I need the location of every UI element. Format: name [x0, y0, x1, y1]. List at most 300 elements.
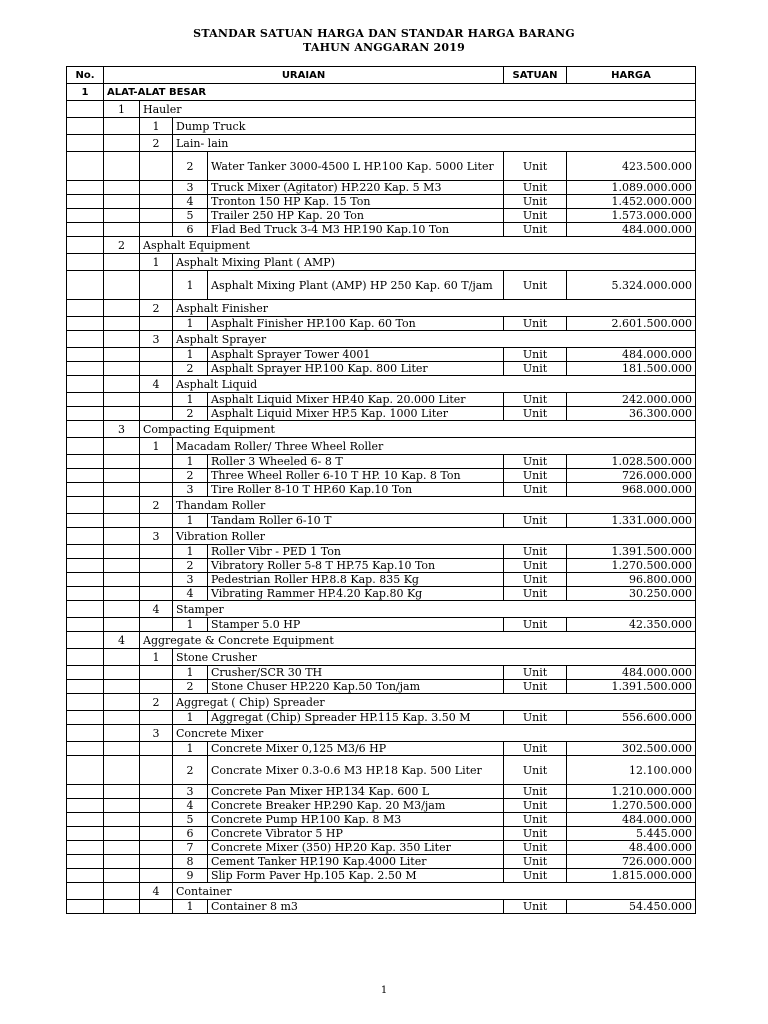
subgroup-no: 2	[140, 300, 173, 317]
blank-cell	[104, 841, 140, 855]
subgroup-name: Asphalt Liquid	[173, 376, 696, 393]
blank-cell	[67, 223, 104, 237]
blank-cell	[140, 469, 173, 483]
item-no: 1	[173, 455, 208, 469]
item-name: Concrete Mixer (350) HP.20 Kap. 350 Liter	[208, 841, 504, 855]
item-unit: Unit	[504, 181, 567, 195]
item-no: 1	[173, 545, 208, 559]
item-no: 1	[173, 393, 208, 407]
subgroup-no: 4	[140, 883, 173, 900]
item-price: 1.270.500.000	[567, 799, 696, 813]
blank-cell	[140, 271, 173, 300]
item-no: 3	[173, 483, 208, 497]
item-unit: Unit	[504, 742, 567, 756]
group-no: 3	[104, 421, 140, 438]
item-row	[67, 469, 696, 483]
item-unit: Unit	[504, 223, 567, 237]
blank-cell	[104, 573, 140, 587]
blank-cell	[67, 181, 104, 195]
blank-cell	[104, 649, 140, 666]
price-table	[66, 66, 696, 914]
blank-cell	[67, 883, 104, 900]
group-row	[67, 237, 696, 254]
blank-cell	[104, 587, 140, 601]
item-unit: Unit	[504, 680, 567, 694]
blank-cell	[67, 393, 104, 407]
category-no: 1	[67, 84, 104, 101]
blank-cell	[67, 152, 104, 181]
blank-cell	[67, 376, 104, 393]
item-unit: Unit	[504, 348, 567, 362]
blank-cell	[140, 209, 173, 223]
item-price: 42.350.000	[567, 618, 696, 632]
subgroup-no: 2	[140, 694, 173, 711]
blank-cell	[104, 785, 140, 799]
blank-cell	[140, 573, 173, 587]
blank-cell	[67, 900, 104, 914]
item-no: 3	[173, 181, 208, 195]
group-no: 2	[104, 237, 140, 254]
item-no: 1	[173, 271, 208, 300]
item-price: 484.000.000	[567, 223, 696, 237]
blank-cell	[104, 195, 140, 209]
item-row	[67, 785, 696, 799]
subgroup-name: Asphalt Sprayer	[173, 331, 696, 348]
blank-cell	[104, 666, 140, 680]
blank-cell	[67, 841, 104, 855]
subgroup-name: Asphalt Mixing Plant ( AMP)	[173, 254, 696, 271]
blank-cell	[140, 181, 173, 195]
item-price: 556.600.000	[567, 711, 696, 725]
item-price: 1.815.000.000	[567, 869, 696, 883]
blank-cell	[67, 666, 104, 680]
item-unit: Unit	[504, 483, 567, 497]
blank-cell	[67, 813, 104, 827]
item-price: 5.445.000	[567, 827, 696, 841]
blank-cell	[67, 601, 104, 618]
item-name: Water Tanker 3000-4500 L HP.100 Kap. 5000 Liter	[208, 152, 504, 181]
item-price: 1.573.000.000	[567, 209, 696, 223]
blank-cell	[140, 799, 173, 813]
item-no: 2	[173, 362, 208, 376]
item-row	[67, 869, 696, 883]
blank-cell	[140, 785, 173, 799]
item-row	[67, 813, 696, 827]
subgroup-name: Container	[173, 883, 696, 900]
item-unit: Unit	[504, 785, 567, 799]
blank-cell	[67, 331, 104, 348]
blank-cell	[104, 514, 140, 528]
blank-cell	[67, 514, 104, 528]
subgroup-no: 2	[140, 497, 173, 514]
item-unit: Unit	[504, 209, 567, 223]
item-unit: Unit	[504, 407, 567, 421]
blank-cell	[104, 209, 140, 223]
document-subtitle: TAHUN ANGGARAN 2019	[303, 41, 465, 54]
subgroup-name: Concrete Mixer	[173, 725, 696, 742]
blank-cell	[104, 742, 140, 756]
item-name: Roller Vibr - PED 1 Ton	[208, 545, 504, 559]
item-unit: Unit	[504, 711, 567, 725]
blank-cell	[67, 742, 104, 756]
blank-cell	[140, 900, 173, 914]
group-name: Compacting Equipment	[140, 421, 696, 438]
item-name: Trailer 250 HP Kap. 20 Ton	[208, 209, 504, 223]
item-unit: Unit	[504, 455, 567, 469]
item-name: Cement Tanker HP.190 Kap.4000 Liter	[208, 855, 504, 869]
subgroup-no: 2	[140, 135, 173, 152]
item-no: 1	[173, 711, 208, 725]
item-no: 5	[173, 813, 208, 827]
item-unit: Unit	[504, 841, 567, 855]
item-price: 484.000.000	[567, 348, 696, 362]
item-no: 6	[173, 223, 208, 237]
blank-cell	[140, 483, 173, 497]
blank-cell	[140, 869, 173, 883]
blank-cell	[67, 559, 104, 573]
item-price: 1.210.000.000	[567, 785, 696, 799]
blank-cell	[104, 300, 140, 317]
blank-cell	[140, 680, 173, 694]
subgroup-name: Thandam Roller	[173, 497, 696, 514]
item-name: Tire Roller 8-10 T HP.60 Kap.10 Ton	[208, 483, 504, 497]
blank-cell	[140, 559, 173, 573]
item-row	[67, 209, 696, 223]
item-no: 7	[173, 841, 208, 855]
item-price: 96.800.000	[567, 573, 696, 587]
item-unit: Unit	[504, 869, 567, 883]
page-number: 1	[380, 985, 388, 996]
blank-cell	[104, 711, 140, 725]
item-name: Crusher/SCR 30 TH	[208, 666, 504, 680]
item-no: 9	[173, 869, 208, 883]
item-price: 1.391.500.000	[567, 680, 696, 694]
item-unit: Unit	[504, 362, 567, 376]
blank-cell	[67, 348, 104, 362]
item-price: 302.500.000	[567, 742, 696, 756]
blank-cell	[140, 362, 173, 376]
item-unit: Unit	[504, 799, 567, 813]
blank-cell	[140, 223, 173, 237]
blank-cell	[104, 223, 140, 237]
blank-cell	[67, 455, 104, 469]
subgroup-name: Lain- lain	[173, 135, 696, 152]
blank-cell	[67, 497, 104, 514]
blank-cell	[104, 455, 140, 469]
document-title: STANDAR SATUAN HARGA DAN STANDAR HARGA BARANG	[193, 27, 575, 40]
group-row	[67, 421, 696, 438]
item-row	[67, 545, 696, 559]
blank-cell	[104, 348, 140, 362]
subgroup-name: Dump Truck	[173, 118, 696, 135]
subgroup-name: Asphalt Finisher	[173, 300, 696, 317]
item-name: Stone Chuser HP.220 Kap.50 Ton/jam	[208, 680, 504, 694]
item-no: 2	[173, 756, 208, 785]
blank-cell	[67, 407, 104, 421]
subgroup-no: 1	[140, 649, 173, 666]
blank-cell	[140, 618, 173, 632]
item-row	[67, 559, 696, 573]
subgroup-row	[67, 331, 696, 348]
group-name: Asphalt Equipment	[140, 237, 696, 254]
blank-cell	[104, 559, 140, 573]
item-row	[67, 195, 696, 209]
blank-cell	[67, 237, 104, 254]
subgroup-no: 3	[140, 725, 173, 742]
item-no: 1	[173, 348, 208, 362]
blank-cell	[104, 883, 140, 900]
blank-cell	[67, 135, 104, 152]
item-no: 3	[173, 785, 208, 799]
blank-cell	[67, 855, 104, 869]
subgroup-no: 1	[140, 254, 173, 271]
item-price: 30.250.000	[567, 587, 696, 601]
item-price: 5.324.000.000	[567, 271, 696, 300]
item-name: Vibrating Rammer HP.4.20 Kap.80 Kg	[208, 587, 504, 601]
blank-cell	[67, 101, 104, 118]
blank-cell	[67, 483, 104, 497]
item-row	[67, 799, 696, 813]
header-uraian: URAIAN	[104, 67, 504, 84]
item-row	[67, 587, 696, 601]
item-row	[67, 362, 696, 376]
blank-cell	[104, 497, 140, 514]
item-unit: Unit	[504, 195, 567, 209]
blank-cell	[67, 649, 104, 666]
item-unit: Unit	[504, 152, 567, 181]
item-price: 1.028.500.000	[567, 455, 696, 469]
item-price: 726.000.000	[567, 855, 696, 869]
header-harga: HARGA	[567, 67, 696, 84]
item-row	[67, 407, 696, 421]
blank-cell	[67, 632, 104, 649]
item-no: 3	[173, 573, 208, 587]
item-unit: Unit	[504, 393, 567, 407]
subgroup-name: Stamper	[173, 601, 696, 618]
blank-cell	[140, 455, 173, 469]
table-header-row	[67, 67, 696, 84]
subgroup-no: 1	[140, 118, 173, 135]
blank-cell	[67, 209, 104, 223]
item-no: 2	[173, 469, 208, 483]
item-row	[67, 181, 696, 195]
category-name: ALAT-ALAT BESAR	[104, 84, 696, 101]
blank-cell	[140, 407, 173, 421]
subgroup-row	[67, 118, 696, 135]
group-row	[67, 632, 696, 649]
blank-cell	[140, 195, 173, 209]
blank-cell	[104, 483, 140, 497]
item-unit: Unit	[504, 756, 567, 785]
blank-cell	[104, 680, 140, 694]
blank-cell	[140, 711, 173, 725]
blank-cell	[67, 300, 104, 317]
blank-cell	[67, 469, 104, 483]
blank-cell	[140, 666, 173, 680]
header-satuan: SATUAN	[504, 67, 567, 84]
item-name: Aggregat (Chip) Spreader HP.115 Kap. 3.50 M	[208, 711, 504, 725]
item-price: 1.331.000.000	[567, 514, 696, 528]
item-name: Concrete Vibrator 5 HP	[208, 827, 504, 841]
blank-cell	[67, 362, 104, 376]
blank-cell	[140, 545, 173, 559]
item-row	[67, 827, 696, 841]
blank-cell	[104, 438, 140, 455]
subgroup-row	[67, 649, 696, 666]
subgroup-row	[67, 300, 696, 317]
item-row	[67, 317, 696, 331]
subgroup-row	[67, 135, 696, 152]
item-row	[67, 756, 696, 785]
item-name: Tandam Roller 6-10 T	[208, 514, 504, 528]
blank-cell	[67, 756, 104, 785]
item-name: Stamper 5.0 HP	[208, 618, 504, 632]
item-name: Asphalt Liquid Mixer HP.40 Kap. 20.000 Liter	[208, 393, 504, 407]
item-name: Slip Form Paver Hp.105 Kap. 2.50 M	[208, 869, 504, 883]
subgroup-no: 3	[140, 331, 173, 348]
blank-cell	[67, 587, 104, 601]
item-no: 1	[173, 317, 208, 331]
item-row	[67, 223, 696, 237]
item-row	[67, 742, 696, 756]
item-name: Asphalt Liquid Mixer HP.5 Kap. 1000 Liter	[208, 407, 504, 421]
item-row	[67, 618, 696, 632]
subgroup-row	[67, 497, 696, 514]
blank-cell	[104, 271, 140, 300]
item-name: Asphalt Sprayer Tower 4001	[208, 348, 504, 362]
item-unit: Unit	[504, 827, 567, 841]
item-price: 36.300.000	[567, 407, 696, 421]
subgroup-no: 1	[140, 438, 173, 455]
item-row	[67, 152, 696, 181]
blank-cell	[104, 756, 140, 785]
item-price: 1.270.500.000	[567, 559, 696, 573]
blank-cell	[104, 135, 140, 152]
item-unit: Unit	[504, 514, 567, 528]
item-name: Concrete Breaker HP.290 Kap. 20 M3/jam	[208, 799, 504, 813]
item-name: Asphalt Finisher HP.100 Kap. 60 Ton	[208, 317, 504, 331]
subgroup-row	[67, 883, 696, 900]
blank-cell	[104, 528, 140, 545]
item-name: Asphalt Sprayer HP.100 Kap. 800 Liter	[208, 362, 504, 376]
item-row	[67, 271, 696, 300]
item-no: 1	[173, 742, 208, 756]
item-row	[67, 900, 696, 914]
subgroup-name: Vibration Roller	[173, 528, 696, 545]
blank-cell	[140, 827, 173, 841]
blank-cell	[104, 827, 140, 841]
group-no: 4	[104, 632, 140, 649]
item-unit: Unit	[504, 545, 567, 559]
item-row	[67, 393, 696, 407]
blank-cell	[104, 362, 140, 376]
item-unit: Unit	[504, 469, 567, 483]
group-name: Aggregate & Concrete Equipment	[140, 632, 696, 649]
blank-cell	[67, 725, 104, 742]
item-price: 484.000.000	[567, 666, 696, 680]
item-no: 1	[173, 900, 208, 914]
blank-cell	[104, 799, 140, 813]
item-price: 1.452.000.000	[567, 195, 696, 209]
item-row	[67, 483, 696, 497]
blank-cell	[140, 756, 173, 785]
item-row	[67, 348, 696, 362]
blank-cell	[140, 587, 173, 601]
item-unit: Unit	[504, 559, 567, 573]
blank-cell	[67, 573, 104, 587]
item-name: Concrete Pan Mixer HP.134 Kap. 600 L	[208, 785, 504, 799]
blank-cell	[67, 680, 104, 694]
item-no: 5	[173, 209, 208, 223]
item-unit: Unit	[504, 813, 567, 827]
blank-cell	[140, 152, 173, 181]
blank-cell	[67, 785, 104, 799]
blank-cell	[140, 841, 173, 855]
blank-cell	[104, 393, 140, 407]
blank-cell	[104, 118, 140, 135]
blank-cell	[104, 694, 140, 711]
blank-cell	[104, 254, 140, 271]
blank-cell	[140, 742, 173, 756]
blank-cell	[104, 601, 140, 618]
item-name: Truck Mixer (Agitator) HP.220 Kap. 5 M3	[208, 181, 504, 195]
blank-cell	[104, 376, 140, 393]
item-no: 4	[173, 799, 208, 813]
item-no: 8	[173, 855, 208, 869]
item-price: 968.000.000	[567, 483, 696, 497]
subgroup-row	[67, 376, 696, 393]
blank-cell	[140, 514, 173, 528]
blank-cell	[67, 618, 104, 632]
item-name: Concrete Mixer 0,125 M3/6 HP	[208, 742, 504, 756]
item-price: 1.089.000.000	[567, 181, 696, 195]
blank-cell	[67, 694, 104, 711]
category-row	[67, 84, 696, 101]
blank-cell	[104, 725, 140, 742]
item-price: 12.100.000	[567, 756, 696, 785]
item-name: Concrate Mixer 0.3-0.6 M3 HP.18 Kap. 500 Liter	[208, 756, 504, 785]
group-name: Hauler	[140, 101, 696, 118]
blank-cell	[67, 195, 104, 209]
item-name: Asphalt Mixing Plant (AMP) HP 250 Kap. 60 T/jam	[208, 271, 504, 300]
blank-cell	[140, 813, 173, 827]
blank-cell	[67, 528, 104, 545]
item-row	[67, 855, 696, 869]
item-row	[67, 680, 696, 694]
item-name: Concrete Pump HP.100 Kap. 8 M3	[208, 813, 504, 827]
item-no: 4	[173, 195, 208, 209]
item-no: 2	[173, 559, 208, 573]
blank-cell	[104, 152, 140, 181]
subgroup-name: Aggregat ( Chip) Spreader	[173, 694, 696, 711]
item-unit: Unit	[504, 573, 567, 587]
blank-cell	[104, 545, 140, 559]
group-no: 1	[104, 101, 140, 118]
subgroup-no: 3	[140, 528, 173, 545]
item-unit: Unit	[504, 271, 567, 300]
blank-cell	[104, 331, 140, 348]
item-no: 1	[173, 618, 208, 632]
subgroup-row	[67, 725, 696, 742]
group-row	[67, 101, 696, 118]
blank-cell	[104, 869, 140, 883]
blank-cell	[104, 618, 140, 632]
item-name: Vibratory Roller 5-8 T HP.75 Kap.10 Ton	[208, 559, 504, 573]
subgroup-no: 4	[140, 376, 173, 393]
item-row	[67, 711, 696, 725]
item-no: 4	[173, 587, 208, 601]
item-row	[67, 514, 696, 528]
